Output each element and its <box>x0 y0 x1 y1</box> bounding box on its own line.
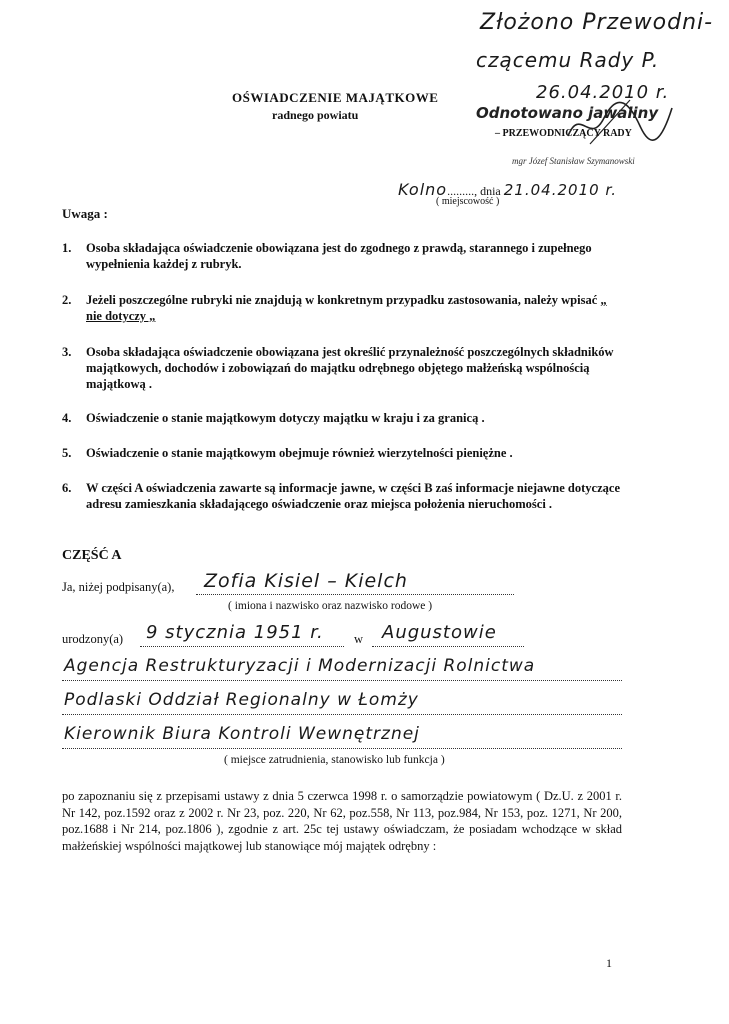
stamp-handwritten-line: Złożono Przewodni- <box>480 10 714 35</box>
dnia-label: , dnia <box>474 184 501 198</box>
stamp-handwritten-date: 26.04.2010 r. <box>536 82 670 103</box>
note-number: 6. <box>62 481 72 495</box>
workplace-line: Podlaski Oddział Regionalny w Łomży <box>64 690 419 710</box>
work-dotted-line <box>62 680 622 681</box>
note-number: 4. <box>62 411 72 425</box>
part-a-heading: CZĘŚĆ A <box>62 548 122 563</box>
name-dotted-line <box>196 594 514 595</box>
place-value: Kolno <box>398 180 448 199</box>
declarant-label: Ja, niżej podpisany(a), <box>62 580 175 594</box>
stamp-chairman-prefix: – <box>495 128 503 139</box>
work-caption: ( miejsce zatrudnienia, stanowisko lub funkcja ) <box>224 754 445 766</box>
note-number: 1. <box>62 241 72 255</box>
stamp-chairman-title: PRZEWODNICZĄCY RADY <box>502 128 632 139</box>
declarant-name: Zofia Kisiel – Kielch <box>204 570 408 592</box>
birth-place: Augustowie <box>382 622 497 643</box>
notes-heading: Uwaga : <box>62 206 108 221</box>
declaration-paragraph: po zapoznaniu się z przepisami ustawy z dnia 5 czerwca 1998 r. o samorządzie powiatowym ( Dz.U. z 2001 r. Nr 142, poz.1592 oraz z 2002 r. Nr 23, poz. 220, Nr 62, poz.558, Nr 113, poz.984, Nr 153, poz. 1271, Nr 200, poz.1688 i Nr 214, poz.1806 ), zgodnie z art. 25c tej ustawy oświadczam, że posiadam wchodzące w skład małżeńskiej wspólności majątkowej lub stanowiące mój majątek odrębny : <box>62 789 622 853</box>
place-dots: ......... <box>447 184 475 198</box>
note-number: 5. <box>62 446 72 460</box>
note-text <box>86 292 622 324</box>
workplace-line: Agencja Restrukturyzacji i Modernizacji Rolnictwa <box>64 656 536 676</box>
place-date-line <box>398 180 617 199</box>
page-number: 1 <box>606 956 612 970</box>
note-number: 2. <box>62 293 72 307</box>
place-caption: ( miejscowość ) <box>436 196 500 207</box>
document-subtitle: radnego powiatu <box>272 108 359 122</box>
birth-place-dotted-line <box>372 646 524 647</box>
signature-icon <box>560 96 680 156</box>
stamp-note: Odnotowano jawaliny <box>476 104 659 122</box>
note-text: Osoba składająca oświadczenie obowiązana jest do zgodnego z prawdą, starannego i zupełnego wypełnienia każdej z rubryk. <box>86 241 592 271</box>
document-title: OŚWIADCZENIE MAJĄTKOWE <box>232 90 439 105</box>
note-text: W części A oświadczenia zawarte są informacje jawne, w części B zaś informacje niejawne dotyczące adresu zamieszkania składającego oświadczenie oraz miejsca położenia nieruchomości . <box>86 481 620 511</box>
note-number: 3. <box>62 345 72 359</box>
position-line: Kierownik Biura Kontroli Wewnętrznej <box>64 724 420 744</box>
work-dotted-line <box>62 748 622 749</box>
name-caption: ( imiona i nazwisko oraz nazwisko rodowe ) <box>228 600 433 612</box>
note-text-part: Jeżeli poszczególne rubryki nie znajdują w konkretnym przypadku zastosowania, należy wpisać <box>86 293 601 307</box>
note-text: Oświadczenie o stanie majątkowym obejmuje również wierzytelności pieniężne . <box>86 446 513 460</box>
born-place-label: w <box>354 632 364 646</box>
note-text: Oświadczenie o stanie majątkowym dotyczy majątku w kraju i za granicą . <box>86 411 485 425</box>
stamp-official-name: mgr Józef Stanisław Szymanowski <box>512 156 635 166</box>
work-dotted-line <box>62 714 622 715</box>
date-value: 21.04.2010 r. <box>503 181 617 199</box>
note-text-underlined: „ nie dotyczy „ <box>86 293 607 323</box>
born-label: urodzony(a) <box>62 632 124 646</box>
note-text: Osoba składająca oświadczenie obowiązana jest określić przynależność poszczególnych składników majątkowych, dochodów i zobowiązań do majątku odrębnego objętego małżeńską wspólnością majątkową . <box>86 345 614 391</box>
birth-date: 9 stycznia 1951 r. <box>146 622 324 643</box>
birth-date-dotted-line <box>140 646 344 647</box>
stamp-handwritten-line: czącemu Rady P. <box>476 48 660 72</box>
